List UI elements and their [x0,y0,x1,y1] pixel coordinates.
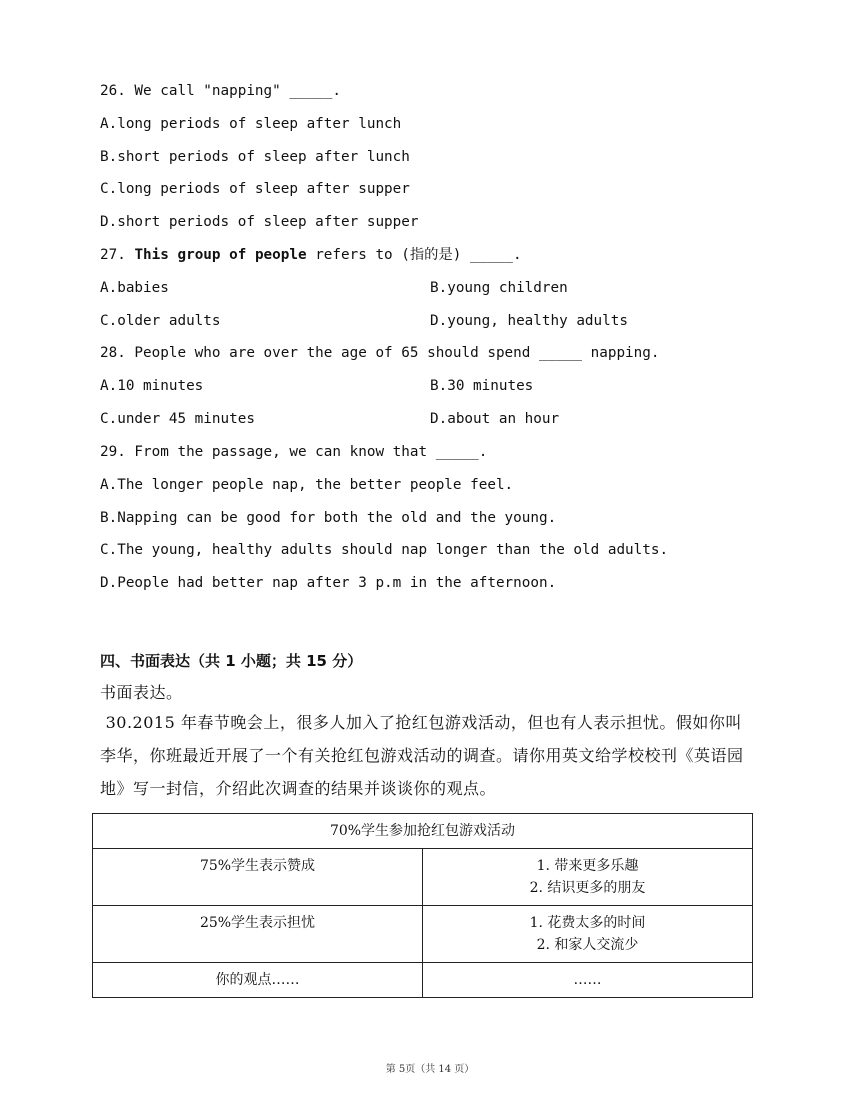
q27-option-b: B.young children [430,280,568,296]
q29-option-b: B.Napping can be good for both the old and the young. [100,510,557,526]
writing-prompt-line-1: 30.2015 年春节晚会上，很多人加入了抢红包游戏活动，但也有人表示担忧。假如你叫 [100,713,742,732]
q26-option-d: D.short periods of sleep after supper [100,214,419,230]
table-cell-approve: 75%学生表示赞成 [93,849,423,906]
q28-option-b: B.30 minutes [430,378,534,394]
q29-option-d: D.People had better nap after 3 p.m in the afternoon. [100,575,557,591]
reason-item: 2. 和家人交流少 [536,937,639,953]
q28-stem: 28. People who are over the age of 65 should spend _____ napping. [100,345,660,361]
reason-item: 1. 带来更多乐趣 [536,858,639,874]
q28-option-d: D.about an hour [430,411,560,427]
q27-option-d: D.young, healthy adults [430,313,628,329]
table-cell-worry: 25%学生表示担忧 [93,906,423,963]
table-cell-opinion: 你的观点…… [93,963,423,998]
q26-option-b: B.short periods of sleep after lunch [100,149,410,165]
writing-prompt-line-2: 李华，你班最近开展了一个有关抢红包游戏活动的调查。请你用英文给学校校刊《英语园 [100,746,744,765]
q27-rest: refers to (指的是) _____. [306,247,522,263]
q27-bold-phrase: This group of people [134,247,307,263]
q26-option-a: A.long periods of sleep after lunch [100,116,402,132]
q27-option-c: C.older adults [100,313,221,329]
q26-option-c: C.long periods of sleep after supper [100,181,410,197]
table-row [93,849,753,906]
q27-number: 27. [100,247,135,263]
page-footer: 第 5页（共 14 页） [385,1064,475,1075]
q29-stem: 29. From the passage, we can know that _____. [100,444,488,460]
table-cell-opinion-value: …… [423,963,753,998]
q27-option-a: A.babies [100,280,169,296]
q26-stem: 26. We call "napping" _____. [100,83,342,99]
table-row [93,814,753,849]
section-heading: 四、书面表达（共 1 小题；共 15 分） [100,652,363,670]
q29-option-c: C.The young, healthy adults should nap longer than the old adults. [100,542,669,558]
table-row [93,963,753,998]
q29-option-a: A.The longer people nap, the better people feel. [100,477,514,493]
table-header-cell: 70%学生参加抢红包游戏活动 [93,814,753,849]
writing-prompt-line-3: 地》写一封信，介绍此次调查的结果并谈谈你的观点。 [100,779,497,798]
q28-option-a: A.10 minutes [100,378,204,394]
table-cell-approve-reasons [423,849,753,906]
table-row [93,906,753,963]
section-intro: 书面表达。 [100,683,183,702]
reason-item: 1. 花费太多的时间 [529,915,646,931]
reason-item: 2. 结识更多的朋友 [529,880,646,896]
table-cell-worry-reasons [423,906,753,963]
q27-stem [100,245,522,265]
q28-option-c: C.under 45 minutes [100,411,255,427]
survey-table [92,813,753,998]
